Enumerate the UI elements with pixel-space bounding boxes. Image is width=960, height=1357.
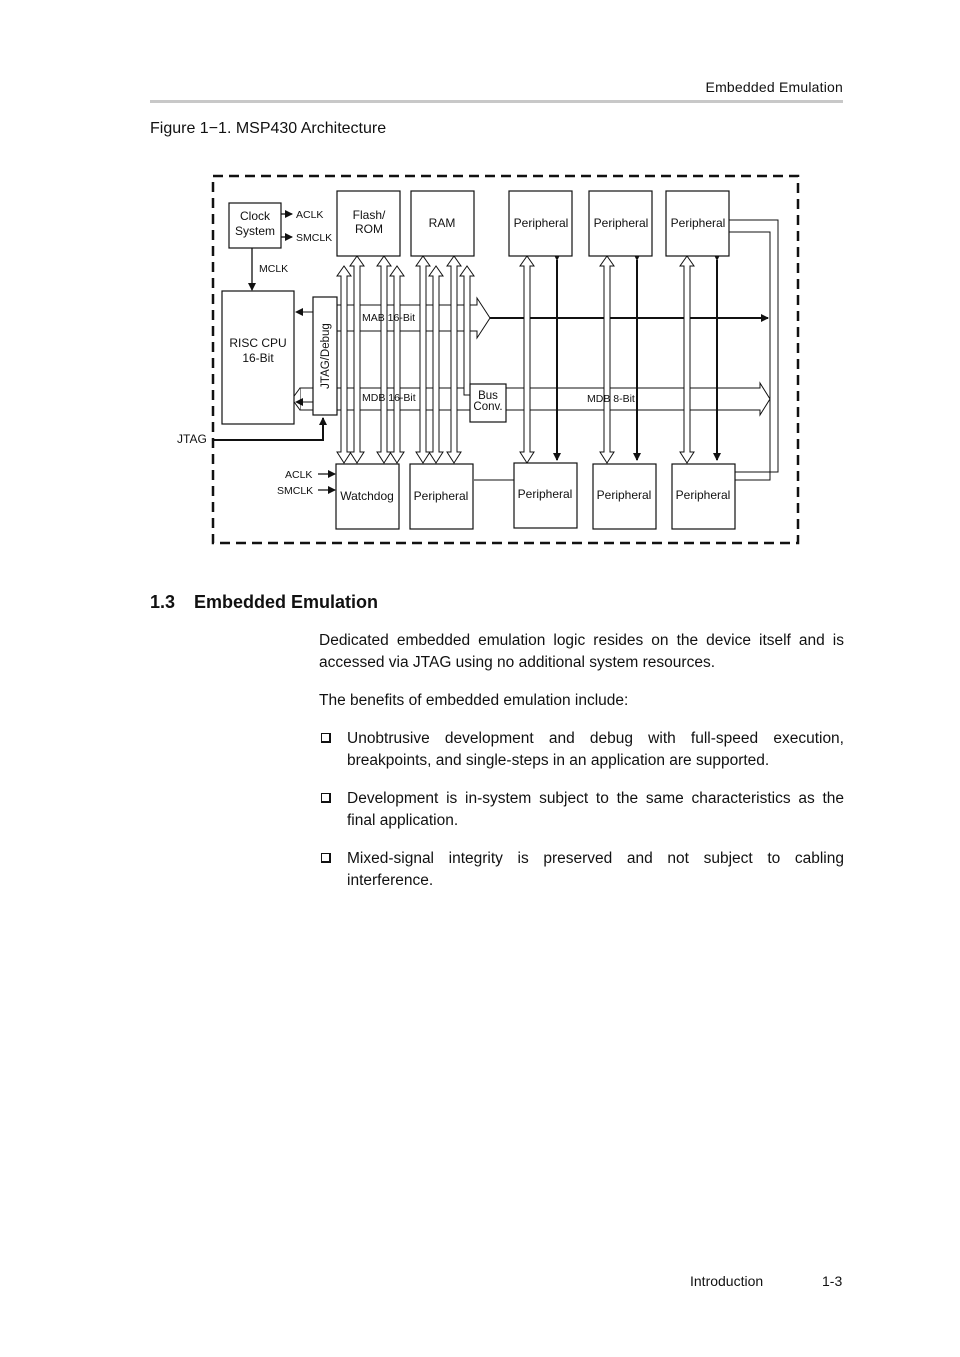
jtag-debug-label: JTAG/Debug bbox=[320, 323, 332, 389]
bullet-item bbox=[319, 788, 844, 832]
bus-conv-label-2: Conv. bbox=[473, 401, 503, 413]
checkbox-bullet-icon bbox=[321, 853, 331, 863]
bullet-text: Unobtrusive development and debug with full-speed execution, breakpoints, and single-steps in an application are supported. bbox=[347, 730, 844, 769]
cpu-label-2: 16-Bit bbox=[242, 351, 274, 365]
footer-section-name: Introduction bbox=[690, 1273, 764, 1289]
peripheral-bottom-4-label: Peripheral bbox=[675, 488, 731, 502]
running-header: Embedded Emulation bbox=[705, 79, 843, 95]
peripheral-top-1-label: Peripheral bbox=[513, 216, 569, 230]
section-heading bbox=[150, 592, 378, 613]
clock-label-2: System bbox=[234, 224, 276, 238]
peripheral-bottom-2-label: Peripheral bbox=[517, 487, 573, 501]
peripheral-top-2-label: Peripheral bbox=[593, 216, 649, 230]
flash-label-1: Flash/ bbox=[352, 208, 386, 222]
paragraph-2: The benefits of embedded emulation include: bbox=[319, 692, 629, 709]
section-number: 1.3 bbox=[150, 592, 176, 612]
paragraph-1: Dedicated embedded emulation logic resides on the device itself and is accessed via JTAG using no additional system resources. bbox=[319, 632, 844, 671]
peripheral-data-lines bbox=[557, 260, 717, 460]
bullet-text: Mixed-signal integrity is preserved and not subject to cabling interference. bbox=[347, 850, 844, 889]
peripheral-bottom-3-label: Peripheral bbox=[596, 488, 652, 502]
bullet-item bbox=[319, 848, 844, 892]
aclk-label-top: ACLK bbox=[296, 209, 324, 221]
jtag-label: JTAG bbox=[177, 432, 207, 446]
architecture-diagram bbox=[150, 160, 830, 560]
peripheral-top-3-label: Peripheral bbox=[670, 216, 726, 230]
checkbox-bullet-icon bbox=[321, 793, 331, 803]
mab-label: MAB 16-Bit bbox=[362, 312, 416, 324]
ram-label: RAM bbox=[428, 216, 456, 230]
flash-label-2: ROM bbox=[355, 222, 383, 236]
mdb8-label: MDB 8-Bit bbox=[587, 393, 635, 405]
mclk-label: MCLK bbox=[259, 263, 289, 275]
watchdog-label: Watchdog bbox=[340, 489, 394, 503]
checkbox-bullet-icon bbox=[321, 733, 331, 743]
section-title: Embedded Emulation bbox=[194, 592, 379, 612]
mdb16-label: MDB 16-Bit bbox=[362, 392, 416, 404]
side-bus-lines bbox=[474, 220, 778, 480]
header-rule bbox=[150, 100, 843, 103]
smclk-label-bottom: SMCLK bbox=[277, 485, 314, 497]
clock-label-1: Clock bbox=[239, 209, 271, 223]
bullet-text: Development is in-system subject to the same characteristics as the final application. bbox=[347, 790, 844, 829]
aclk-label-bottom: ACLK bbox=[285, 469, 313, 481]
bus-connectors bbox=[337, 256, 694, 463]
cpu-label-1: RISC CPU bbox=[229, 336, 287, 350]
smclk-label-top: SMCLK bbox=[296, 232, 333, 244]
bus-conv-label-1: Bus bbox=[478, 390, 498, 402]
figure-caption: Figure 1−1. MSP430 Architecture bbox=[150, 120, 387, 137]
footer-page-number: 1-3 bbox=[822, 1273, 843, 1289]
peripheral-bottom-1-label: Peripheral bbox=[413, 489, 469, 503]
bullet-item bbox=[319, 728, 844, 772]
